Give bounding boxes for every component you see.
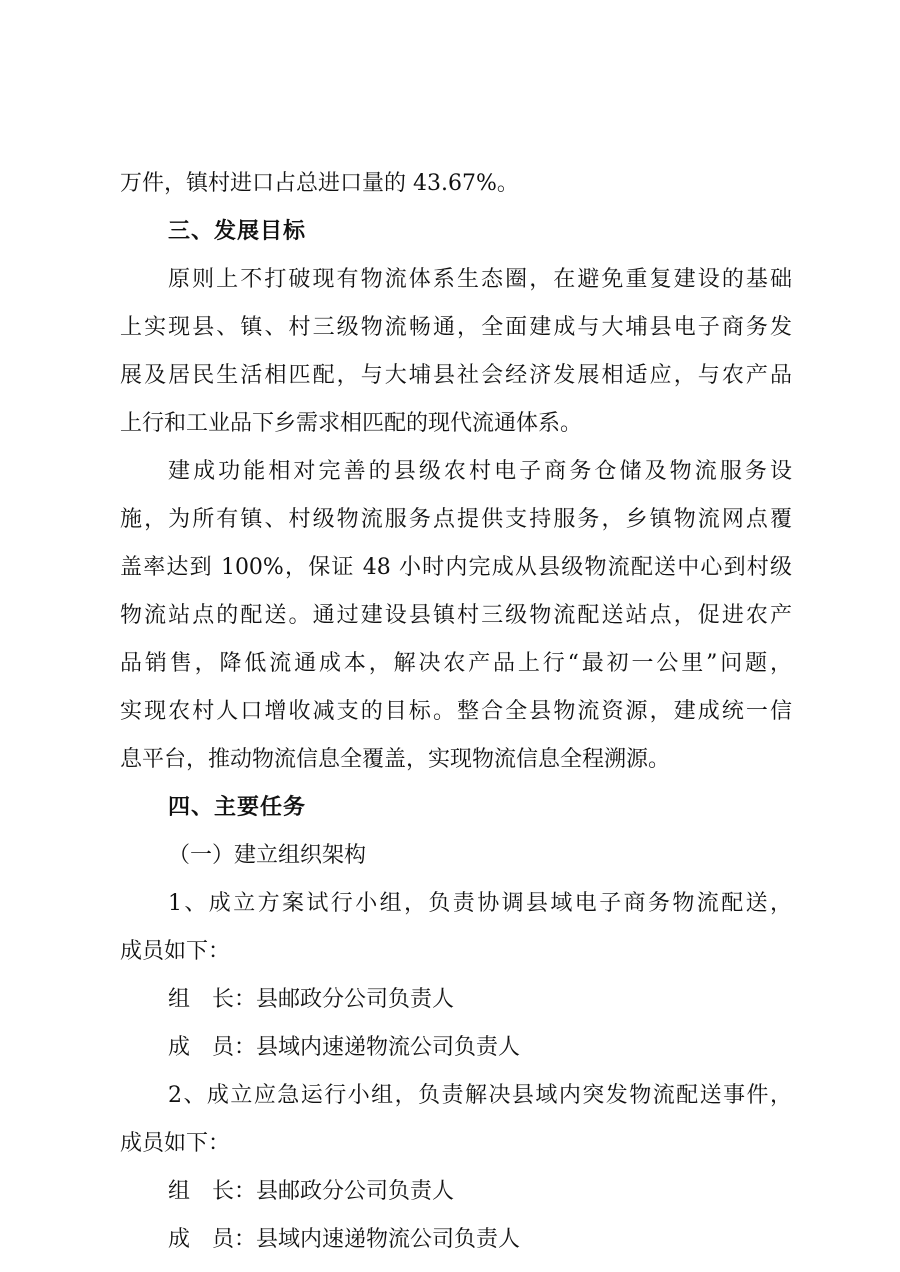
- member-line: 组 长：县邮政分公司负责人: [168, 987, 455, 1012]
- section-heading-development-goals: 三、发展目标: [168, 219, 307, 244]
- paragraph-line: 展及居民生活相匹配，与大埔县社会经济发展相适应，与农产品: [120, 363, 792, 388]
- member-line: 成 员：县域内速递物流公司负责人: [168, 1227, 521, 1252]
- paragraph-line: 上实现县、镇、村三级物流畅通，全面建成与大埔县电子商务发: [120, 315, 792, 340]
- paragraph-line: 施，为所有镇、村级物流服务点提供支持服务，乡镇物流网点覆: [120, 507, 792, 532]
- paragraph-line: 原则上不打破现有物流体系生态圈，在避免重复建设的基础: [168, 267, 792, 292]
- section-heading-main-tasks: 四、主要任务: [168, 795, 307, 820]
- member-line: 组 长：县邮政分公司负责人: [168, 1179, 455, 1204]
- subsection-heading: （一）建立组织架构: [168, 843, 367, 868]
- paragraph-line: 成员如下：: [120, 939, 231, 964]
- paragraph-line: 成员如下：: [120, 1131, 231, 1156]
- paragraph-line: 建成功能相对完善的县级农村电子商务仓储及物流服务设: [168, 459, 792, 484]
- paragraph-line: 1、成立方案试行小组，负责协调县域电子商务物流配送，: [168, 891, 792, 916]
- paragraph-line: 2、成立应急运行小组，负责解决县域内突发物流配送事件，: [168, 1083, 792, 1108]
- member-line: 成 员：县域内速递物流公司负责人: [168, 1035, 521, 1060]
- paragraph-line: 物流站点的配送。通过建设县镇村三级物流配送站点，促进农产: [120, 603, 792, 628]
- paragraph-line: 息平台，推动物流信息全覆盖，实现物流信息全程溯源。: [120, 747, 671, 772]
- paragraph-line: 实现农村人口增收减支的目标。整合全县物流资源，建成统一信: [120, 699, 792, 724]
- paragraph-line: 万件，镇村进口占总进口量的 43.67%。: [120, 171, 519, 196]
- paragraph-line: 品销售，降低流通成本，解决农产品上行“最初一公里”问题，: [120, 651, 792, 676]
- paragraph-line: 盖率达到 100%，保证 48 小时内完成从县级物流配送中心到村级: [120, 555, 792, 580]
- paragraph-line: 上行和工业品下乡需求相匹配的现代流通体系。: [120, 411, 583, 436]
